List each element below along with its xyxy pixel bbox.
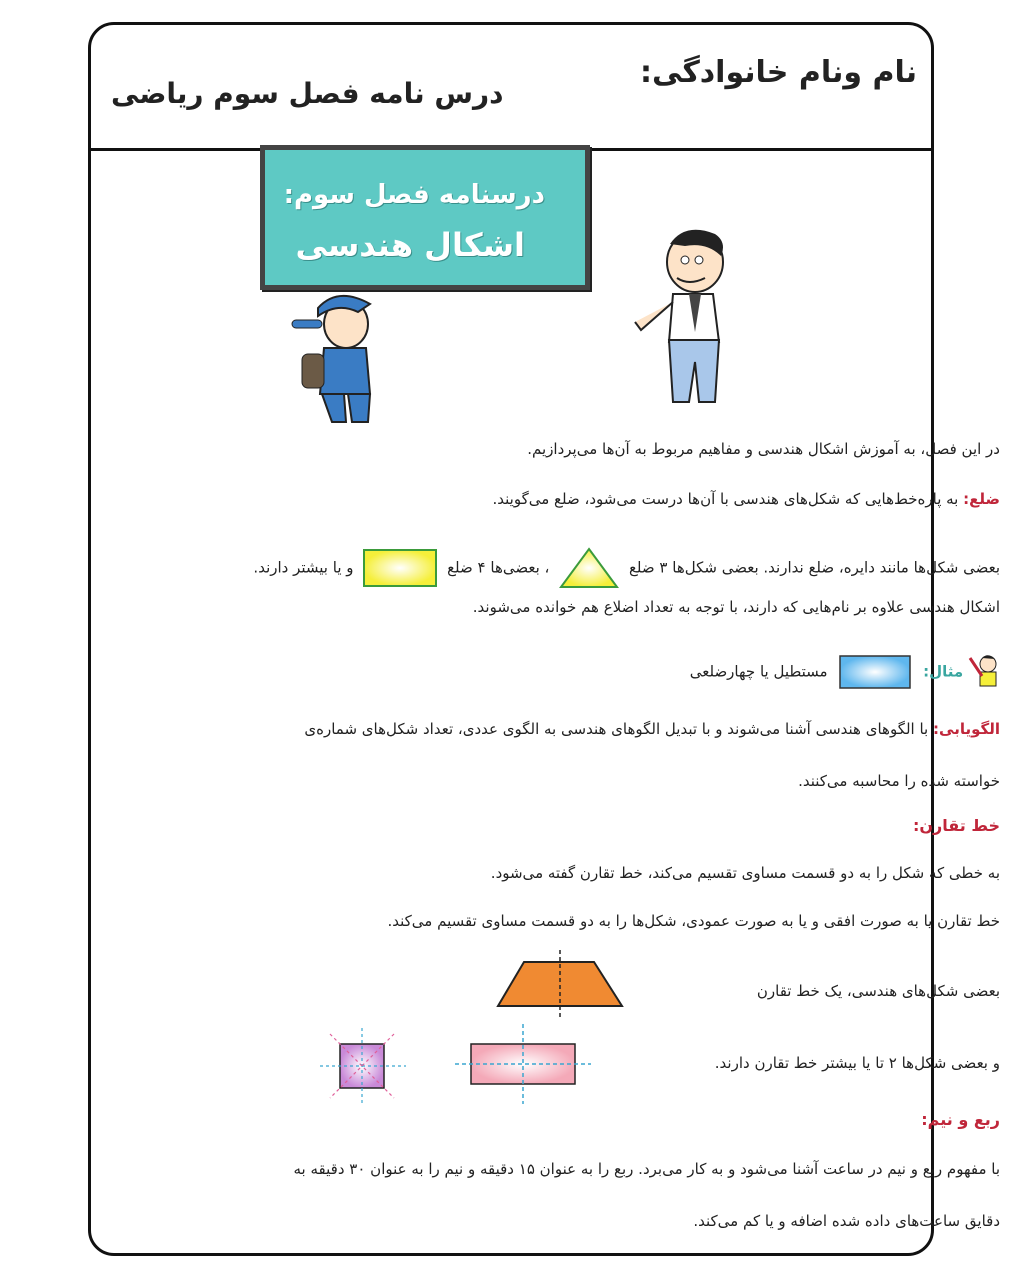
chalkboard bbox=[260, 145, 590, 290]
symmetry-heading: خط تقارن: bbox=[912, 816, 1000, 835]
sides-text-a: بعضی شکل‌ها مانند دایره، ضلع ندارند. بعضی شکل‌ها ۳ ضلع bbox=[628, 558, 1000, 577]
rectangle-two-axes-icon bbox=[455, 1024, 591, 1104]
symmetry-two-text: و بعضی شکل‌ها ۲ تا یا بیشتر خط تقارن دارند. bbox=[714, 1054, 1000, 1072]
sides-text-b: ، بعضی‌ها ۴ ضلع bbox=[447, 558, 550, 577]
example-label: مثال: bbox=[923, 662, 964, 681]
symmetry-one-text: بعضی شکل‌های هندسی، یک خط تقارن bbox=[756, 982, 1000, 1000]
side-term: ضلع: bbox=[963, 490, 1000, 508]
sides-count-line bbox=[253, 546, 1000, 590]
pattern-def-text: با الگوهای هندسی آشنا می‌شوند و با تبدیل الگوهای هندسی به الگوی عددی، تعداد شکل‌های شماره‌ی bbox=[304, 720, 934, 738]
quarter-def-cont: دقایق ساعت‌های داده شده اضافه و یا کم می‌کند. bbox=[693, 1212, 1000, 1230]
teacher-illustration bbox=[615, 222, 745, 412]
board-title: اشکال هندسی bbox=[295, 226, 525, 264]
student-illustration bbox=[288, 282, 388, 432]
example-line bbox=[690, 654, 1000, 690]
pattern-definition bbox=[304, 720, 1000, 738]
quarter-def: با مفهوم ربع و نیم در ساعت آشنا می‌شود و به کار می‌برد. ربع را به عنوان ۱۵ دقیقه و نیم را به عنوان ۳۰ دقیقه به bbox=[293, 1160, 1000, 1178]
side-definition bbox=[492, 490, 1000, 508]
sides-text-c: و یا بیشتر دارند. bbox=[253, 558, 354, 577]
symmetry-dir: خط تقارن یا به صورت افقی و یا به صورت عمودی، شکل‌ها را به دو قسمت مساوی تقسیم می‌کند. bbox=[387, 912, 1000, 930]
symmetry-def: به خطی که شکل را به دو قسمت مساوی تقسیم می‌کند، خط تقارن گفته می‌شود. bbox=[490, 864, 1000, 882]
quarter-heading: ربع و نیم: bbox=[921, 1110, 1000, 1129]
pattern-def-cont: خواسته شده را محاسبه می‌کنند. bbox=[798, 772, 1000, 790]
board-heading: درسنامه فصل سوم: bbox=[283, 180, 545, 210]
header bbox=[91, 25, 931, 151]
naming-text: اشکال هندسی علاوه بر نام‌هایی که دارند، با توجه به تعداد اضلاع هم خوانده می‌شوند. bbox=[472, 598, 1000, 616]
worksheet-title: درس نامه فصل سوم ریاضی bbox=[111, 77, 504, 110]
student-name-label: نام ونام خانوادگی: bbox=[639, 55, 917, 90]
example-text: مستطیل یا چهارضلعی bbox=[689, 662, 828, 681]
pattern-term: الگویابی: bbox=[933, 720, 1000, 738]
intro-text: در این فصل، به آموزش اشکال هندسی و مفاهیم مربوط به آن‌ها می‌پردازیم. bbox=[527, 440, 1000, 458]
pencil-kid-icon bbox=[968, 654, 1000, 690]
trapezoid-one-axis-icon bbox=[494, 950, 626, 1022]
rectangle-yellow-icon bbox=[362, 548, 438, 588]
rectangle-blue-icon bbox=[838, 654, 912, 690]
triangle-icon bbox=[558, 546, 620, 590]
side-def-text: به پاره‌خط‌هایی که شکل‌های هندسی با آن‌ها درست می‌شود، ضلع می‌گویند. bbox=[492, 490, 964, 508]
square-four-axes-icon bbox=[320, 1028, 406, 1104]
